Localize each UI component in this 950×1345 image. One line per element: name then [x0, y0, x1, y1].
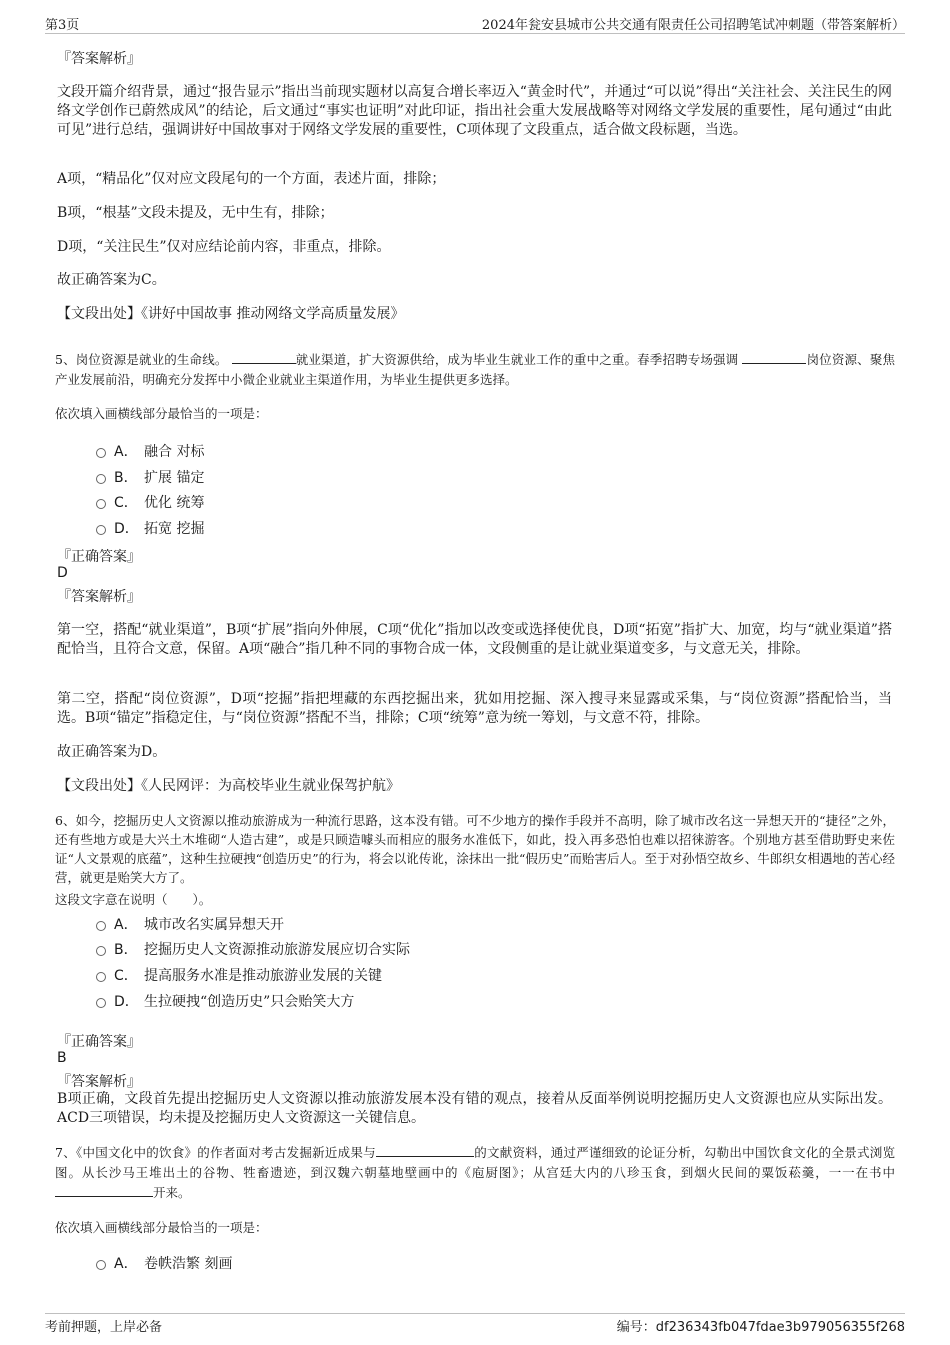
- q7-instruction: 依次填入画横线部分最恰当的一项是：: [55, 1220, 268, 1235]
- q5-stem-part1: 5、岗位资源是就业的生命线。: [55, 352, 228, 367]
- q6-analysis-label: 『答案解析』: [57, 1074, 141, 1090]
- q5-blank-2: [742, 351, 806, 364]
- q5-conclusion: 故正确答案为D。: [57, 744, 167, 760]
- q4-source: 【文段出处】《讲好中国故事 推动网络文学高质量发展》: [57, 306, 405, 322]
- header-divider: [45, 33, 905, 34]
- document-code: [617, 1316, 905, 1335]
- q4-analysis-d: D项，“关注民生”仅对应结论前内容，非重点，排除。: [57, 239, 391, 255]
- radio-icon[interactable]: [96, 448, 106, 458]
- q7-option-a[interactable]: A． 卷帙浩繁 刻画: [96, 1253, 232, 1273]
- q7-stem: [55, 1143, 895, 1203]
- radio-icon[interactable]: [96, 525, 106, 535]
- q5-option-c[interactable]: C． 优化 统筹: [96, 492, 204, 512]
- q4-conclusion: 故正确答案为C。: [57, 272, 166, 288]
- q5-option-b[interactable]: B． 扩展 锚定: [96, 467, 204, 487]
- q7-stem-part2: 的文献资料，通过严谨细致的论证分析，勾勒出中国饮食文化的全景式浏览图。从长沙马王堆出土的谷物、牲畜遗迹，到汉魏六朝墓地壁画中的《庖厨图》；从宫廷大内的八珍玉食，到烟火民间的粟饭菘羹，一一在书中: [55, 1145, 895, 1180]
- q5-stem-part2: 就业渠道，扩大资源供给，成为毕业生就业工作的重中之重。春季招聘专场强调: [295, 352, 739, 367]
- q5-analysis-label: 『答案解析』: [57, 589, 141, 605]
- document-code-label: 编号：: [616, 1320, 656, 1335]
- q7-blank-2: [55, 1184, 153, 1197]
- radio-icon[interactable]: [96, 921, 106, 931]
- q6-option-a[interactable]: A． 城市改名实属异想天开: [96, 914, 284, 934]
- document-code-value: df236343fb047fdae3b979056355f268: [655, 1320, 905, 1335]
- q5-stem: [55, 350, 895, 390]
- page-number: 第3页: [45, 18, 80, 33]
- radio-icon[interactable]: [96, 946, 106, 956]
- q5-analysis-p2: 第二空，搭配“岗位资源”，D项“挖掘”指把埋藏的东西挖掘出来，犹如用挖掘、深入搜寻来显露或采集，与“岗位资源”搭配恰当，当选。B项“锚定”指稳定住，与“岗位资源”搭配不当，排除；C项“统筹”意为统一筹划，与文意不符，排除。: [57, 691, 892, 726]
- q5-blank-1: [232, 351, 296, 364]
- q4-analysis-paragraph: 文段开篇介绍背景，通过“报告显示”指出当前现实题材以高复合增长率迈入“黄金时代”，并通过“可以说”得出“关注社会、关注民生的网络文学创作已蔚然成风”的结论，后文通过“事实也证明”对此印证，指出社会重大发展战略等对网络文学发展的重要性，尾句通过“由此可见”进行总结，强调讲好中国故事对于网络文学发展的重要性，C项体现了文段重点，适合做文段标题，当选。: [57, 84, 892, 138]
- q5-instruction: 依次填入画横线部分最恰当的一项是：: [55, 406, 268, 421]
- q6-answer: B: [57, 1050, 67, 1066]
- radio-icon[interactable]: [96, 972, 106, 982]
- q6-answer-label: 『正确答案』: [57, 1034, 141, 1050]
- q4-analysis-label: 『答案解析』: [57, 51, 141, 67]
- q5-analysis-p1: 第一空，搭配“就业渠道”，B项“扩展”指向外伸展，C项“优化”指加以改变或选择使优良，D项“拓宽”指扩大、加宽，均与“就业渠道”搭配恰当，且符合文意，保留。A项“融合”指几种不同的事物合成一体，文段侧重的是让就业渠道变多，与文意无关，排除。: [57, 622, 892, 657]
- q5-stem-part3: 岗位资源、聚焦产业发展前沿，明确充分发挥中小微企业就业主渠道作用，为毕业生提供更多选择。: [55, 352, 895, 387]
- q7-blank-1: [376, 1144, 474, 1157]
- radio-icon[interactable]: [96, 1260, 106, 1270]
- q5-option-d[interactable]: D． 拓宽 挖掘: [96, 518, 204, 538]
- radio-icon[interactable]: [96, 998, 106, 1008]
- footer-slogan: 考前押题，上岸必备: [45, 1320, 163, 1335]
- q6-analysis: B项正确，文段首先提出挖掘历史人文资源以推动旅游发展本没有错的观点，接着从反面举例说明挖掘历史人文资源也应从实际出发。ACD三项错误，均未提及挖掘历史人文资源这一关键信息。: [57, 1091, 892, 1126]
- radio-icon[interactable]: [96, 499, 106, 509]
- q6-option-d[interactable]: D． 生拉硬拽“创造历史”只会贻笑大方: [96, 991, 354, 1011]
- document-title: 2024年瓮安县城市公共交通有限责任公司招聘笔试冲刺题（带答案解析）: [481, 18, 905, 33]
- q6-stem: 6、如今，挖掘历史人文资源以推动旅游成为一种流行思路，这本没有错。可不少地方的操作手段并不高明，除了城市改名这一异想天开的“捷径”之外，还有些地方或是大兴土木堆砌“人造古建”，或是只顾造噱头而相应的服务水准低下，如此，投入再多恐怕也难以招徕游客。个别地方甚至借助野史来佐证“人文景观的底蕴”，这种生拉硬拽“创造历史”的行为，将会以讹传讹，涂抹出一批“假历史”而贻害后人。至于对孙悟空故乡、牛郎织女相遇地的苦心经营，就更是贻笑大方了。: [55, 813, 895, 885]
- q6-option-b[interactable]: B． 挖掘历史人文资源推动旅游发展应切合实际: [96, 939, 410, 959]
- q5-option-a[interactable]: A． 融合 对标: [96, 441, 204, 461]
- q5-source: 【文段出处】《人民网评：为高校毕业生就业保驾护航》: [57, 778, 400, 794]
- q4-analysis-a: A项，“精品化”仅对应文段尾句的一个方面，表述片面，排除；: [57, 171, 446, 187]
- q6-option-c[interactable]: C． 提高服务水准是推动旅游业发展的关键: [96, 965, 382, 985]
- q4-analysis-b: B项，“根基”文段未提及，无中生有，排除；: [57, 205, 334, 221]
- footer-divider: [45, 1313, 905, 1314]
- radio-icon[interactable]: [96, 474, 106, 484]
- q5-answer: D: [57, 565, 68, 581]
- q7-stem-part1: 7、《中国文化中的饮食》的作者面对考古发掘新近成果与: [55, 1145, 376, 1160]
- q6-question: 这段文字意在说明（ ）。: [55, 892, 212, 907]
- q7-stem-part3: 开来。: [153, 1185, 191, 1200]
- q5-answer-label: 『正确答案』: [57, 549, 141, 565]
